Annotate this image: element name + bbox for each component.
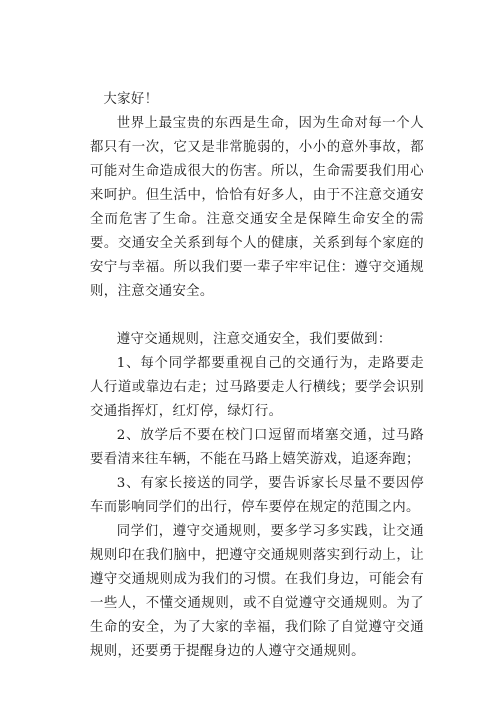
document-body — [90, 88, 424, 664]
intro-paragraph: 世界上最宝贵的东西是生命，因为生命对每一个人都只有一次，它又是非常脆弱的，小小的意外事故，都可能对生命造成很大的伤害。所以，生命需要我们用心来呵护。但生活中，恰恰有好多人，由于不注意交通安全而危害了生命。注意交通安全是保障生命安全的需要。交通安全关系到每个人的健康，关系到每个家庭的安宁与幸福。所以我们要一辈子牢牢记住：遵守交通规则，注意交通安全。 — [90, 116, 424, 299]
list-item: 2、放学后不要在校门口逗留而堵塞交通，过马路要看清来往车辆，不能在马路上嬉笑游戏，追逐奔跑； — [90, 428, 424, 467]
greeting: 大家好！ — [103, 92, 159, 107]
list-item: 1、每个同学都要重视自己的交通行为，走路要走人行道或靠边右走；过马路要走人行横线；要学会识别交通指挥灯，红灯停，绿灯行。 — [90, 356, 424, 419]
lead-paragraph: 遵守交通规则，注意交通安全，我们要做到： — [116, 332, 392, 347]
section-spacer — [90, 304, 424, 328]
list-item: 3、有家长接送的同学，要告诉家长尽量不要因停车而影响同学们的出行，停车要停在规定的范围之内。 — [90, 476, 424, 515]
closing-paragraph: 同学们，遵守交通规则，要多学习多实践，让交通规则印在我们脑中，把遵守交通规则落实到行动上，让遵守交通规则成为我们的习惯。在我们身边，可能会有一些人，不懂交通规则，或不自觉遵守交通规则。为了生命的安全，为了大家的幸福，我们除了自觉遵守交通规则，还要勇于提醒身边的人遵守交通规则。 — [90, 524, 424, 659]
